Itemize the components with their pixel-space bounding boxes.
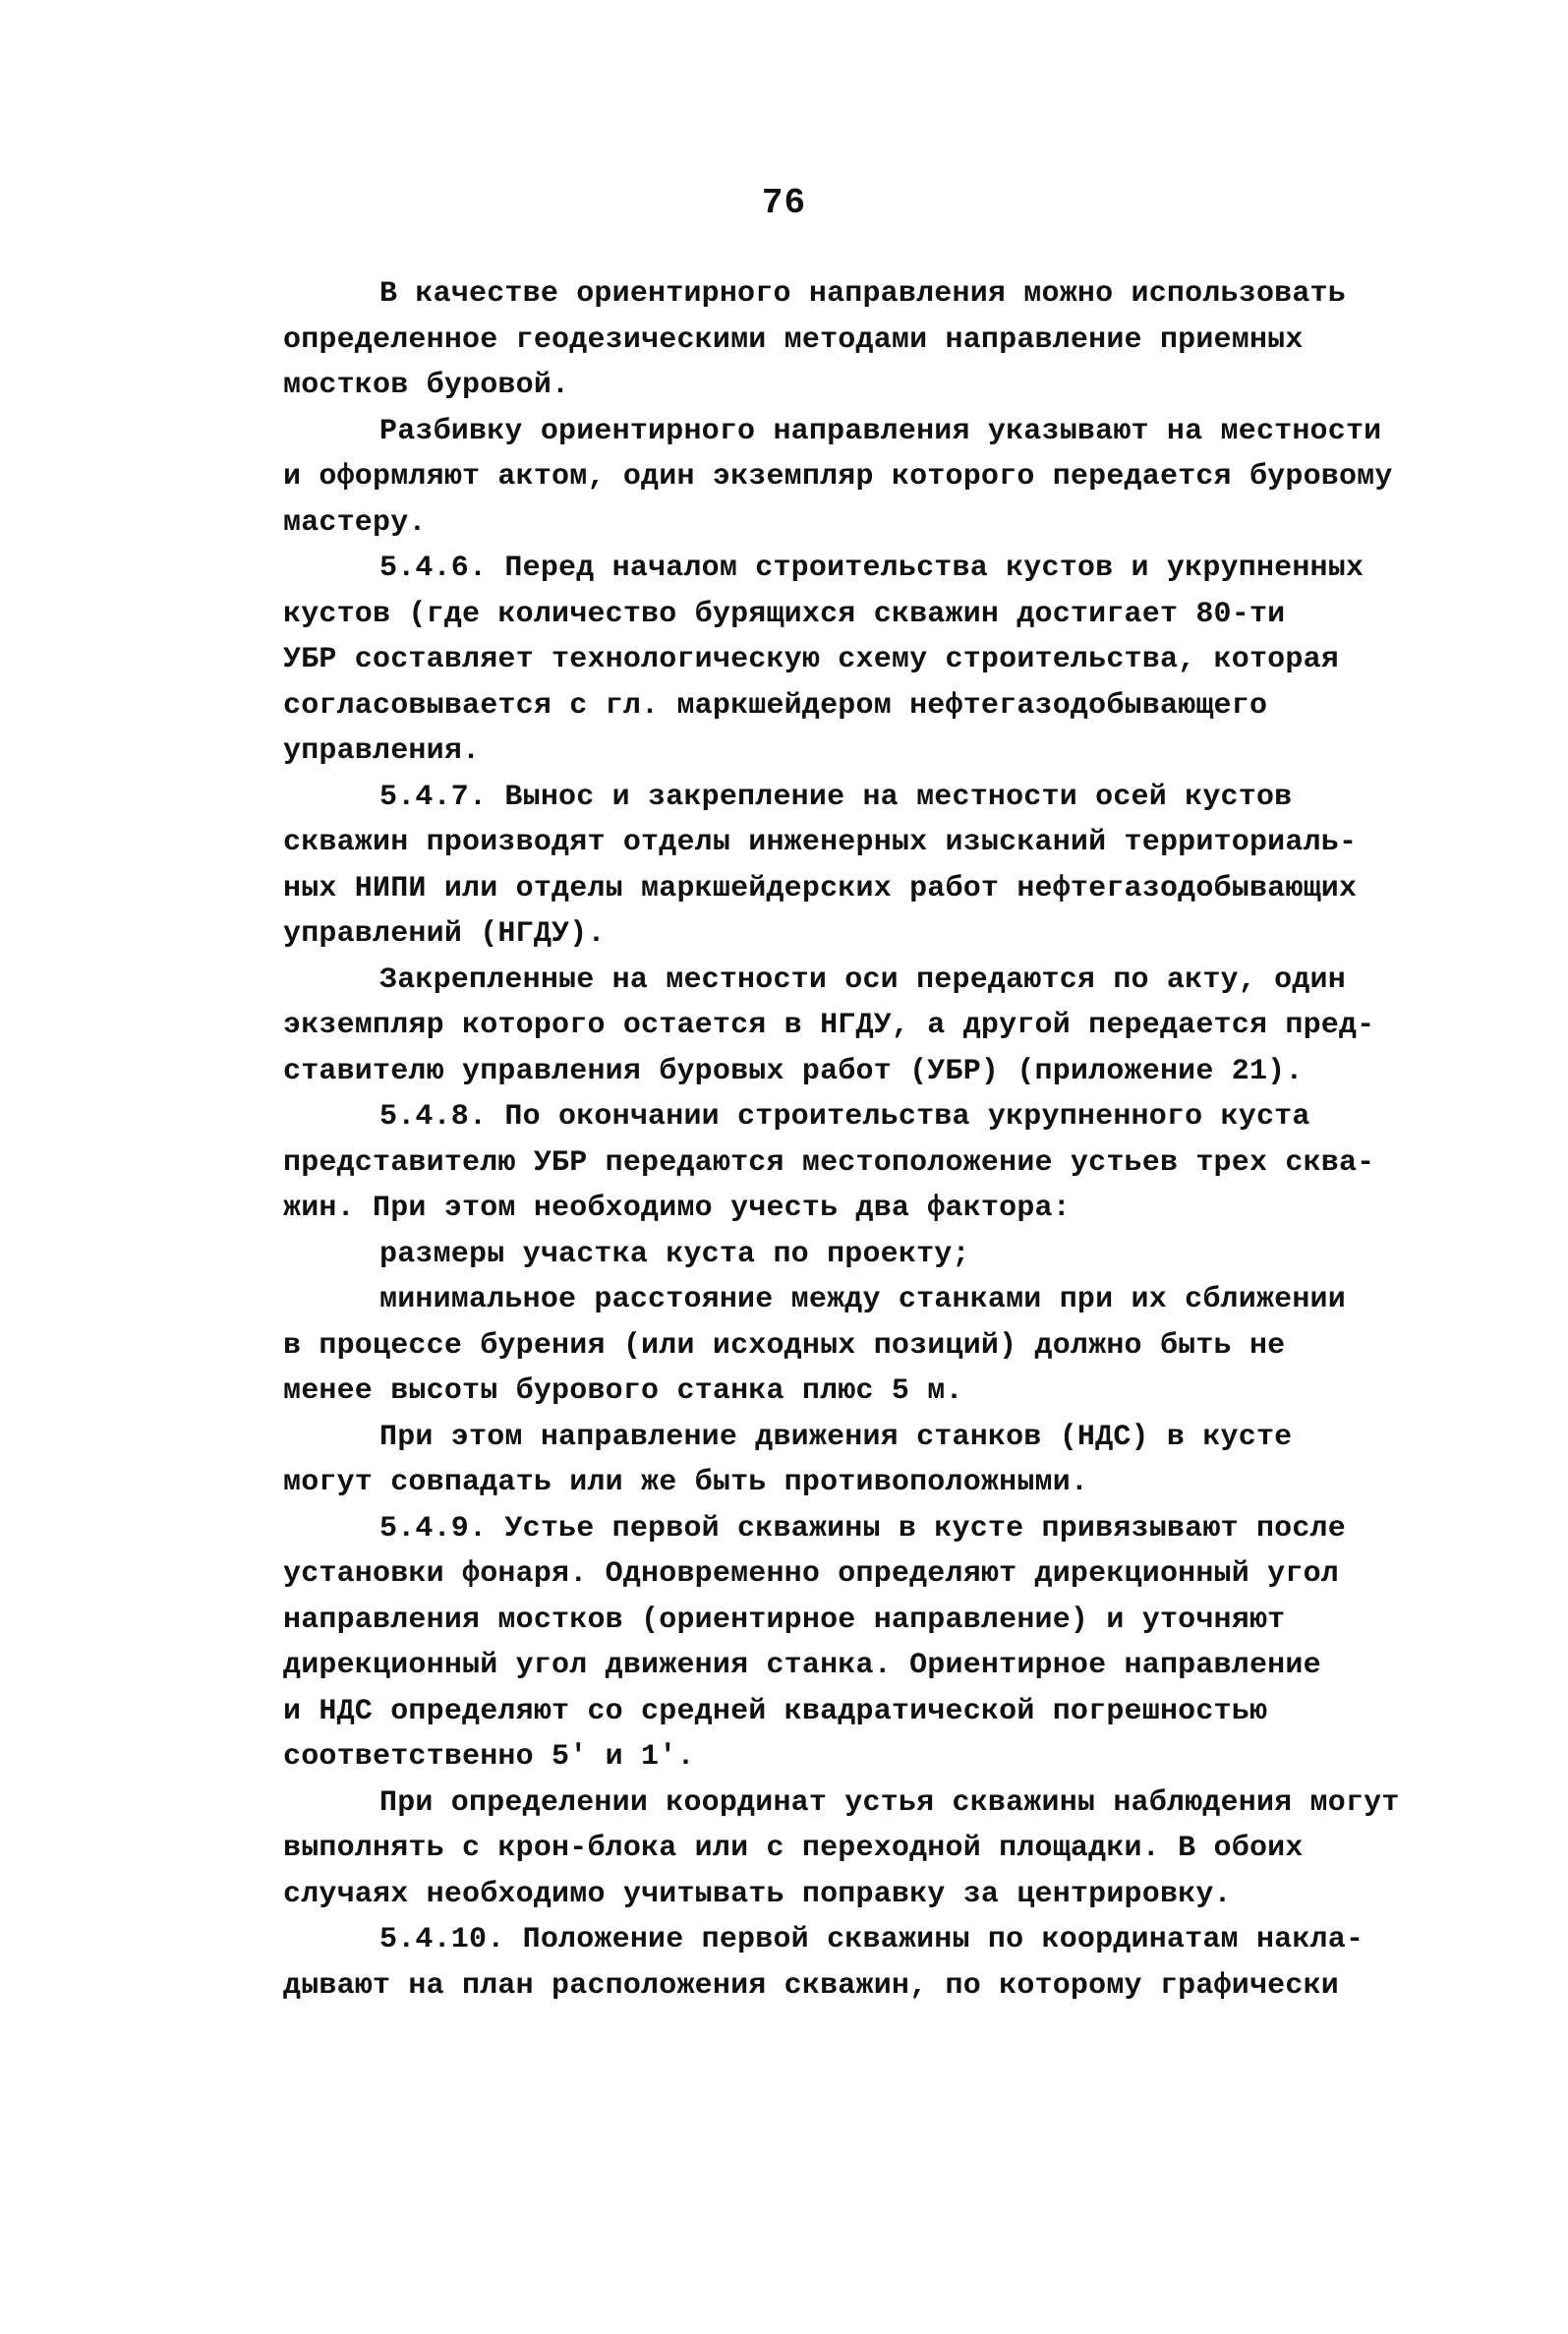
text-line: выполнять с крон-блока или с переходной площадки. В обоих [283, 1832, 1304, 1865]
text-line: менее высоты бурового станка плюс 5 м. [283, 1374, 963, 1408]
text-line: дирекционный угол движения станка. Ориентирное направление [283, 1649, 1321, 1682]
text-line: кустов (где количество бурящихся скважин достигает 80-ти [283, 597, 1286, 631]
text-line: 5.4.6. Перед началом строительства кустов и укрупненных [379, 552, 1365, 585]
text-line: и НДС определяют со средней квадратической погрешностью [283, 1694, 1268, 1728]
text-line: установки фонаря. Одновременно определяют дирекционный угол [283, 1557, 1339, 1591]
text-line: экземпляр которого остается в НГДУ, а другой передается пред- [283, 1009, 1375, 1042]
text-line: согласовывается с гл. маркшейдером нефтегазодобывающего [283, 688, 1268, 723]
text-line: определенное геодезическими методами направление приемных [283, 322, 1304, 357]
text-line: ставителю управления буровых работ (УБР) (приложение 21). [283, 1054, 1304, 1088]
text-line: соответственно 5′ и 1′. [283, 1740, 695, 1774]
body-text [283, 271, 1443, 2009]
text-line: Разбивку ориентирного направления указывают на местности [379, 414, 1382, 448]
text-line: 5.4.9. Устье первой скважины в кусте привязывают после [379, 1511, 1346, 1546]
text-line: 5.4.7. Вынос и закрепление на местности осей кустов [379, 780, 1293, 814]
text-line: При определении координат устья скважины наблюдения могут [379, 1785, 1400, 1820]
text-line: дывают на план расположения скважин, по которому графически [283, 1968, 1339, 2003]
text-line: и оформляют актом, один экземпляр которого передается буровому [283, 460, 1393, 494]
text-line: При этом направление движения станков (НДС) в кусте [379, 1420, 1293, 1454]
text-line: минимальное расстояние между станками при их сближении [379, 1283, 1346, 1316]
text-line: мостков буровой. [283, 369, 570, 402]
text-line: жин. При этом необходимо учесть два фактора: [283, 1192, 1071, 1225]
text-line: управлений (НГДУ). [283, 917, 606, 951]
text-line: УБР составляет технологическую схему строительства, которая [283, 643, 1339, 676]
text-line: 5.4.8. По окончании строительства укрупненного куста [379, 1100, 1310, 1134]
text-line: В качестве ориентирного направления можно использовать [379, 277, 1346, 311]
text-line: в процессе бурения (или исходных позиций) должно быть не [283, 1328, 1286, 1363]
text-line: случаях необходимо учитывать поправку за центрировку. [283, 1877, 1232, 1911]
page-number: 76 [761, 183, 807, 223]
text-line: Закрепленные на местности оси передаются по акту, один [379, 963, 1346, 997]
text-line: управления. [283, 734, 481, 768]
text-line: размеры участка куста по проекту; [379, 1237, 970, 1271]
text-line: скважин производят отделы инженерных изысканий территориаль- [283, 826, 1358, 859]
text-line: могут совпадать или же быть противоположными. [283, 1466, 1089, 1499]
text-line: ных НИПИ или отделы маркшейдерских работ нефтегазодобывающих [283, 871, 1358, 905]
text-line: мастеру. [283, 505, 427, 540]
text-line: направления мостков (ориентирное направление) и уточняют [283, 1603, 1286, 1637]
text-line: 5.4.10. Положение первой скважины по координатам накла- [379, 1923, 1365, 1956]
text-line: представителю УБР передаются местоположение устьев трех сква- [283, 1145, 1375, 1180]
